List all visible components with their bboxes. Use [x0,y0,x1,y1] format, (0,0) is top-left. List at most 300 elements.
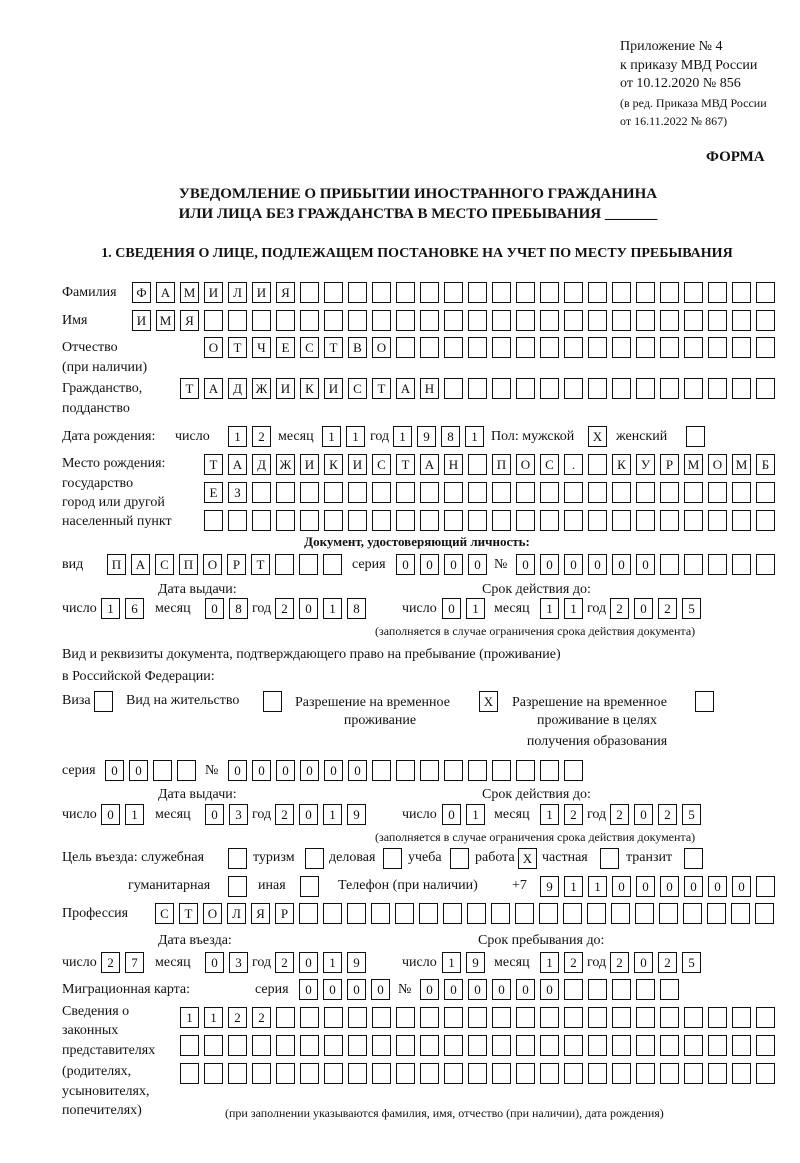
char-box[interactable]: 9 [540,876,559,897]
char-box[interactable] [396,1063,415,1084]
char-box[interactable] [636,337,655,358]
birth-month-field[interactable] [322,426,365,447]
char-box[interactable]: О [516,454,535,475]
char-box[interactable] [636,510,655,531]
doc-issue-month-field[interactable] [205,598,248,619]
birth-year-field[interactable] [393,426,484,447]
char-box[interactable] [371,903,390,924]
char-box[interactable] [492,510,511,531]
char-box[interactable] [252,510,271,531]
char-box[interactable]: 8 [347,598,366,619]
char-box[interactable]: 1 [125,804,144,825]
char-box[interactable] [468,454,487,475]
name-field[interactable] [132,310,775,331]
char-box[interactable] [756,554,775,575]
char-box[interactable]: Р [227,554,246,575]
char-box[interactable] [153,760,172,781]
char-box[interactable] [324,482,343,503]
char-box[interactable] [564,282,583,303]
char-box[interactable] [684,310,703,331]
char-box[interactable] [228,1035,247,1056]
mc-number-field[interactable] [420,979,679,1000]
residence-permit-checkbox[interactable] [263,691,282,712]
char-box[interactable] [587,903,606,924]
char-box[interactable] [564,1063,583,1084]
char-box[interactable]: 0 [612,554,631,575]
char-box[interactable]: 1 [466,598,485,619]
char-box[interactable]: П [107,554,126,575]
doc-issue-year-field[interactable] [275,598,366,619]
char-box[interactable] [540,282,559,303]
char-box[interactable]: Н [444,454,463,475]
char-box[interactable] [468,482,487,503]
char-box[interactable]: Ж [276,454,295,475]
char-box[interactable] [564,1035,583,1056]
purpose-transit-checkbox[interactable] [684,848,703,869]
char-box[interactable] [732,378,751,399]
char-box[interactable]: 0 [540,979,559,1000]
char-box[interactable]: 3 [229,804,248,825]
char-box[interactable]: 0 [444,979,463,1000]
char-box[interactable] [660,378,679,399]
char-box[interactable]: 0 [444,554,463,575]
phone-field[interactable] [540,876,775,897]
char-box[interactable] [684,1007,703,1028]
char-box[interactable]: 1 [346,426,365,447]
birth-day-field[interactable] [228,426,271,447]
profession-field[interactable] [155,903,774,924]
char-box[interactable]: Д [252,454,271,475]
purpose-tourism-checkbox[interactable] [305,848,324,869]
char-box[interactable]: С [540,454,559,475]
char-box[interactable]: 3 [229,952,248,973]
char-box[interactable] [300,510,319,531]
char-box[interactable] [636,1035,655,1056]
entry-day-field[interactable] [101,952,144,973]
char-box[interactable] [612,282,631,303]
char-box[interactable] [252,1035,271,1056]
stay-issue-year-field[interactable] [275,804,366,825]
reps-field-1[interactable] [180,1007,775,1028]
char-box[interactable]: 2 [610,598,629,619]
char-box[interactable]: 7 [125,952,144,973]
char-box[interactable] [660,554,679,575]
char-box[interactable]: И [276,378,295,399]
char-box[interactable] [635,903,654,924]
char-box[interactable]: Е [276,337,295,358]
char-box[interactable] [588,482,607,503]
char-box[interactable]: Б [756,454,775,475]
char-box[interactable] [660,482,679,503]
char-box[interactable] [420,310,439,331]
char-box[interactable]: 2 [275,598,294,619]
char-box[interactable] [588,1007,607,1028]
char-box[interactable] [516,510,535,531]
char-box[interactable] [204,1063,223,1084]
char-box[interactable] [695,691,714,712]
char-box[interactable] [300,282,319,303]
char-box[interactable] [300,1063,319,1084]
char-box[interactable] [252,1063,271,1084]
char-box[interactable] [684,378,703,399]
char-box[interactable] [684,1035,703,1056]
char-box[interactable]: И [252,282,271,303]
char-box[interactable]: 2 [252,1007,271,1028]
char-box[interactable] [180,1035,199,1056]
char-box[interactable] [275,554,294,575]
char-box[interactable] [372,510,391,531]
char-box[interactable] [612,337,631,358]
char-box[interactable] [684,510,703,531]
char-box[interactable]: 2 [658,804,677,825]
char-box[interactable] [492,1007,511,1028]
char-box[interactable]: 0 [205,952,224,973]
char-box[interactable] [588,282,607,303]
doc-valid-year-field[interactable] [610,598,701,619]
char-box[interactable] [612,378,631,399]
char-box[interactable] [444,1063,463,1084]
char-box[interactable] [708,282,727,303]
purpose-other-checkbox[interactable] [300,876,319,897]
char-box[interactable]: 0 [347,979,366,1000]
char-box[interactable]: М [732,454,751,475]
char-box[interactable] [636,1063,655,1084]
char-box[interactable]: 0 [612,876,631,897]
char-box[interactable] [516,482,535,503]
char-box[interactable]: 1 [228,426,247,447]
char-box[interactable]: Ч [252,337,271,358]
stay-until-year-field[interactable] [610,952,701,973]
char-box[interactable] [540,378,559,399]
char-box[interactable] [731,903,750,924]
char-box[interactable]: Т [179,903,198,924]
char-box[interactable]: 2 [275,952,294,973]
char-box[interactable]: 0 [708,876,727,897]
char-box[interactable]: 0 [636,876,655,897]
char-box[interactable]: И [204,282,223,303]
char-box[interactable] [564,979,583,1000]
char-box[interactable] [204,510,223,531]
char-box[interactable]: 1 [442,952,461,973]
char-box[interactable] [492,378,511,399]
char-box[interactable]: Л [228,282,247,303]
char-box[interactable]: 1 [322,426,341,447]
char-box[interactable]: С [372,454,391,475]
char-box[interactable] [516,1007,535,1028]
char-box[interactable]: 0 [129,760,148,781]
char-box[interactable] [444,1007,463,1028]
char-box[interactable] [276,482,295,503]
char-box[interactable] [540,337,559,358]
char-box[interactable] [707,903,726,924]
char-box[interactable]: 9 [466,952,485,973]
char-box[interactable] [588,1035,607,1056]
char-box[interactable] [444,1035,463,1056]
char-box[interactable]: А [228,454,247,475]
char-box[interactable]: О [372,337,391,358]
char-box[interactable]: А [131,554,150,575]
char-box[interactable]: 1 [323,598,342,619]
char-box[interactable] [300,1035,319,1056]
char-box[interactable] [323,903,342,924]
char-box[interactable] [564,310,583,331]
doc-kind-field[interactable] [107,554,342,575]
char-box[interactable] [276,1007,295,1028]
char-box[interactable]: 0 [732,876,751,897]
char-box[interactable] [444,282,463,303]
char-box[interactable]: С [348,378,367,399]
char-box[interactable]: 1 [540,952,559,973]
char-box[interactable]: 8 [441,426,460,447]
char-box[interactable]: 2 [564,804,583,825]
char-box[interactable]: 0 [205,598,224,619]
char-box[interactable] [204,1035,223,1056]
char-box[interactable] [755,903,774,924]
char-box[interactable] [708,310,727,331]
char-box[interactable] [420,482,439,503]
char-box[interactable]: 0 [636,554,655,575]
char-box[interactable]: 0 [205,804,224,825]
stay-valid-year-field[interactable] [610,804,701,825]
char-box[interactable]: 5 [682,598,701,619]
char-box[interactable] [686,426,705,447]
stay-until-month-field[interactable] [540,952,583,973]
char-box[interactable]: Т [251,554,270,575]
char-box[interactable] [300,310,319,331]
char-box[interactable]: 0 [323,979,342,1000]
char-box[interactable] [684,848,703,869]
char-box[interactable]: 0 [299,979,318,1000]
char-box[interactable]: X [518,848,537,869]
char-box[interactable]: П [179,554,198,575]
char-box[interactable] [492,760,511,781]
char-box[interactable] [492,1035,511,1056]
char-box[interactable] [492,337,511,358]
char-box[interactable] [659,903,678,924]
birthplace-field-2[interactable] [204,482,775,503]
char-box[interactable]: 0 [588,554,607,575]
char-box[interactable] [468,1007,487,1028]
char-box[interactable] [732,510,751,531]
char-box[interactable] [660,310,679,331]
char-box[interactable] [756,337,775,358]
char-box[interactable] [564,337,583,358]
char-box[interactable] [383,848,402,869]
stay-issue-day-field[interactable] [101,804,144,825]
char-box[interactable]: П [492,454,511,475]
char-box[interactable] [276,1035,295,1056]
char-box[interactable] [516,337,535,358]
stay-issue-month-field[interactable] [205,804,248,825]
char-box[interactable] [684,482,703,503]
char-box[interactable]: 0 [299,598,318,619]
doc-number-field[interactable] [516,554,775,575]
char-box[interactable] [228,510,247,531]
char-box[interactable]: С [300,337,319,358]
char-box[interactable] [660,510,679,531]
char-box[interactable]: 2 [228,1007,247,1028]
char-box[interactable] [396,310,415,331]
char-box[interactable] [300,876,319,897]
char-box[interactable] [276,1063,295,1084]
char-box[interactable] [756,378,775,399]
char-box[interactable]: 6 [125,598,144,619]
char-box[interactable] [252,310,271,331]
char-box[interactable] [540,760,559,781]
char-box[interactable] [636,282,655,303]
char-box[interactable] [468,282,487,303]
char-box[interactable]: 0 [324,760,343,781]
char-box[interactable]: Н [420,378,439,399]
char-box[interactable] [611,903,630,924]
char-box[interactable]: 0 [228,760,247,781]
entry-year-field[interactable] [275,952,366,973]
char-box[interactable] [564,482,583,503]
char-box[interactable]: 0 [420,979,439,1000]
char-box[interactable]: О [203,554,222,575]
char-box[interactable]: 1 [323,952,342,973]
doc-series-field[interactable] [396,554,487,575]
reps-field-3[interactable] [180,1063,775,1084]
char-box[interactable] [396,282,415,303]
char-box[interactable]: 0 [252,760,271,781]
char-box[interactable] [444,760,463,781]
surname-field[interactable] [132,282,775,303]
char-box[interactable]: 0 [684,876,703,897]
char-box[interactable]: А [420,454,439,475]
char-box[interactable] [396,510,415,531]
char-box[interactable] [396,760,415,781]
char-box[interactable] [450,848,469,869]
char-box[interactable]: Е [204,482,223,503]
char-box[interactable] [612,510,631,531]
char-box[interactable] [516,310,535,331]
char-box[interactable]: 0 [540,554,559,575]
char-box[interactable] [305,848,324,869]
char-box[interactable]: 0 [101,804,120,825]
char-box[interactable] [228,1063,247,1084]
char-box[interactable] [228,310,247,331]
char-box[interactable]: Т [180,378,199,399]
char-box[interactable] [708,510,727,531]
char-box[interactable] [540,482,559,503]
birthplace-field-1[interactable] [204,454,775,475]
char-box[interactable] [708,1007,727,1028]
char-box[interactable] [348,1063,367,1084]
char-box[interactable] [588,510,607,531]
char-box[interactable]: З [228,482,247,503]
char-box[interactable] [516,282,535,303]
char-box[interactable]: 2 [658,598,677,619]
char-box[interactable] [372,760,391,781]
char-box[interactable]: 1 [588,876,607,897]
char-box[interactable]: Р [660,454,679,475]
char-box[interactable] [756,1063,775,1084]
char-box[interactable] [756,282,775,303]
char-box[interactable] [492,310,511,331]
char-box[interactable] [323,554,342,575]
char-box[interactable]: 5 [682,804,701,825]
char-box[interactable]: М [156,310,175,331]
char-box[interactable] [324,310,343,331]
char-box[interactable] [299,554,318,575]
char-box[interactable]: X [588,426,607,447]
char-box[interactable] [492,282,511,303]
char-box[interactable]: О [708,454,727,475]
char-box[interactable] [348,310,367,331]
char-box[interactable] [588,337,607,358]
char-box[interactable] [300,1007,319,1028]
char-box[interactable] [468,378,487,399]
stay-valid-day-field[interactable] [442,804,485,825]
char-box[interactable]: Т [204,454,223,475]
char-box[interactable] [756,482,775,503]
char-box[interactable] [324,1063,343,1084]
char-box[interactable]: 0 [634,598,653,619]
mc-series-field[interactable] [299,979,390,1000]
char-box[interactable] [204,310,223,331]
char-box[interactable] [588,310,607,331]
char-box[interactable] [588,979,607,1000]
char-box[interactable] [660,337,679,358]
char-box[interactable] [396,1035,415,1056]
char-box[interactable]: 0 [442,598,461,619]
char-box[interactable]: Р [275,903,294,924]
entry-month-field[interactable] [205,952,248,973]
char-box[interactable] [708,482,727,503]
char-box[interactable]: 9 [347,952,366,973]
char-box[interactable] [732,1063,751,1084]
char-box[interactable] [228,848,247,869]
char-box[interactable] [732,310,751,331]
char-box[interactable] [276,310,295,331]
char-box[interactable] [444,510,463,531]
char-box[interactable] [516,760,535,781]
char-box[interactable] [540,1007,559,1028]
char-box[interactable] [467,903,486,924]
sex-female-checkbox[interactable] [686,426,705,447]
doc-valid-month-field[interactable] [540,598,583,619]
char-box[interactable] [636,310,655,331]
char-box[interactable] [756,510,775,531]
char-box[interactable]: И [300,454,319,475]
sex-male-checkbox[interactable] [588,426,607,447]
char-box[interactable] [468,337,487,358]
char-box[interactable]: 0 [634,804,653,825]
char-box[interactable] [324,1007,343,1028]
char-box[interactable]: 2 [564,952,583,973]
char-box[interactable]: 0 [564,554,583,575]
char-box[interactable]: 1 [180,1007,199,1028]
char-box[interactable]: 1 [540,804,559,825]
char-box[interactable] [636,1007,655,1028]
char-box[interactable]: 5 [682,952,701,973]
char-box[interactable] [372,482,391,503]
char-box[interactable] [396,482,415,503]
char-box[interactable] [180,1063,199,1084]
char-box[interactable] [372,282,391,303]
char-box[interactable]: 1 [466,804,485,825]
char-box[interactable] [732,337,751,358]
char-box[interactable]: 0 [516,554,535,575]
char-box[interactable]: 0 [276,760,295,781]
char-box[interactable]: 0 [468,979,487,1000]
char-box[interactable]: Ж [252,378,271,399]
char-box[interactable]: И [324,378,343,399]
char-box[interactable]: О [203,903,222,924]
char-box[interactable] [612,482,631,503]
char-box[interactable]: 1 [465,426,484,447]
